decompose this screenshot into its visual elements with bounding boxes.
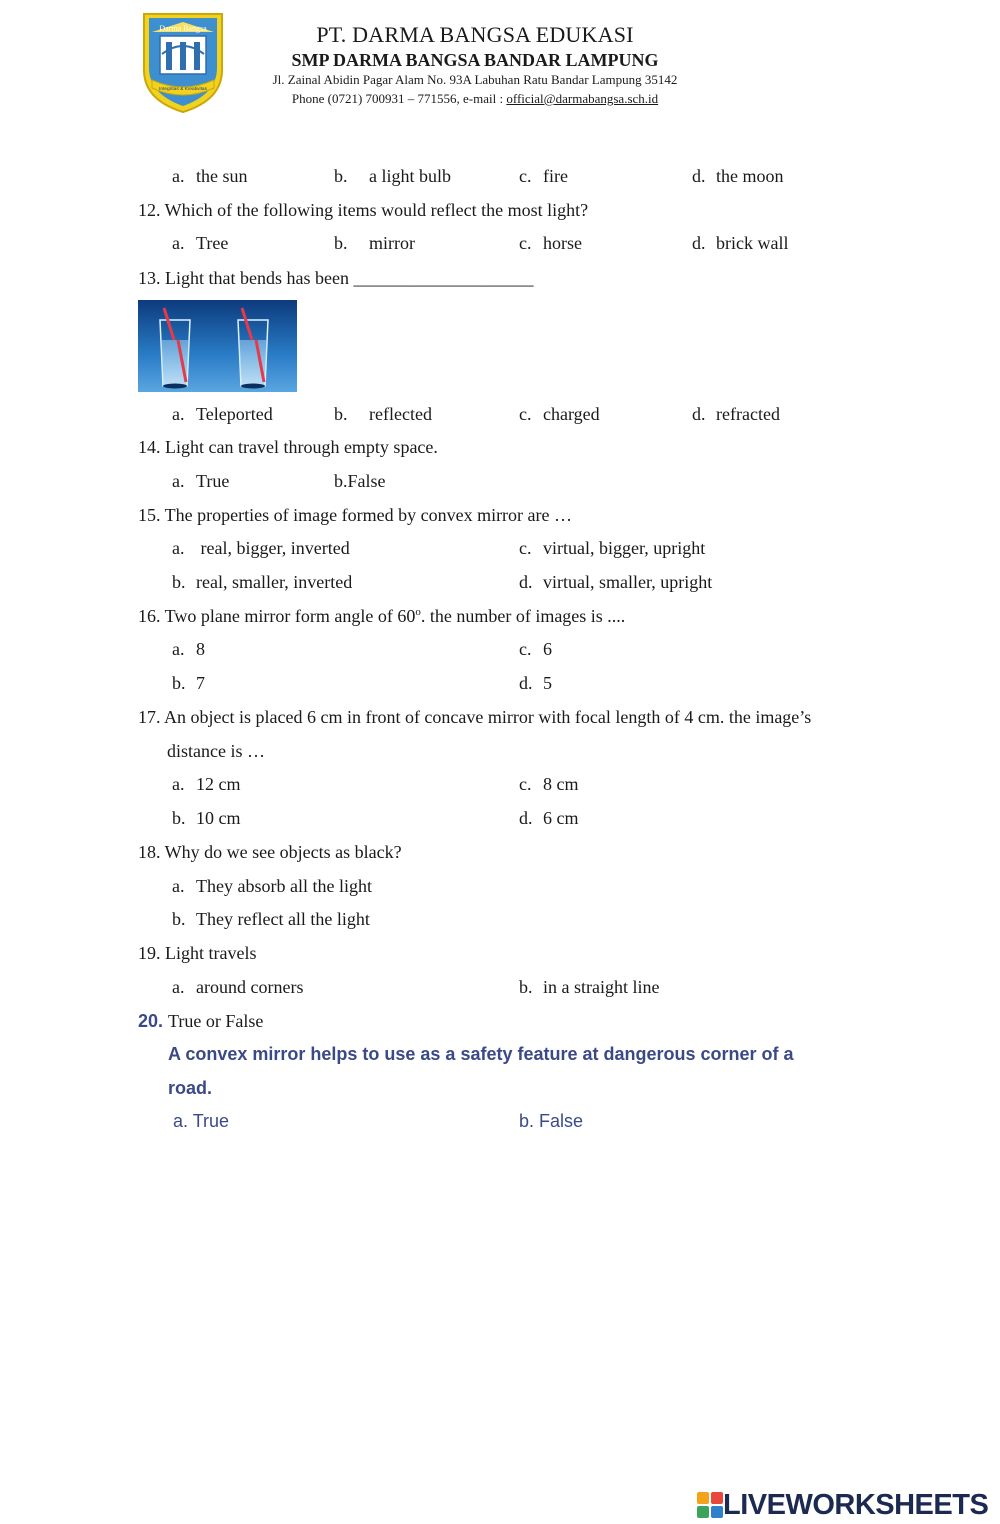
q20-option-a[interactable]: a. True: [173, 1111, 230, 1131]
q20-statement-line2: road.: [168, 1078, 213, 1098]
q17-option-b[interactable]: b. 10 cm: [172, 808, 241, 828]
q20-number: 20.: [138, 1011, 164, 1031]
q13-option-c[interactable]: c. charged: [519, 404, 600, 424]
school-name: SMP DARMA BANGSA BANDAR LAMPUNG: [291, 50, 659, 70]
q12-question: 12. Which of the following items would reflect the most light?: [138, 200, 589, 220]
q15-option-c[interactable]: c. virtual, bigger, upright: [519, 538, 706, 558]
school-logo: [138, 8, 228, 116]
liveworksheets-brand: LIVEWORKSHEETS: [723, 1488, 989, 1521]
refraction-glasses-photo: [138, 300, 297, 392]
q20-option-b[interactable]: b. False: [519, 1111, 584, 1131]
q16-option-b[interactable]: b. 7: [172, 673, 205, 693]
q17-option-a[interactable]: a. 12 cm: [172, 774, 241, 794]
school-contact: [230, 91, 720, 107]
q18-question: 18. Why do we see objects as black?: [138, 842, 402, 862]
q11-option-d[interactable]: d. the moon: [692, 166, 784, 186]
liveworksheets-icon: [697, 1492, 723, 1518]
q20-statement-line1: A convex mirror helps to use as a safety feature at dangerous corner of a: [168, 1044, 794, 1064]
contact-phone: Phone (0721) 700931 – 771556, e-mail :: [291, 91, 507, 106]
company-name: PT. DARMA BANGSA EDUKASI: [316, 22, 634, 47]
q13-option-a[interactable]: a. Teleported: [172, 404, 273, 424]
q12-option-b[interactable]: b. mirror: [334, 233, 415, 253]
school-address: Jl. Zainal Abidin Pagar Alam No. 93A Labuhan Ratu Bandar Lampung 35142: [272, 72, 678, 87]
q14-option-a[interactable]: a. True: [172, 471, 230, 491]
q16-option-c[interactable]: c. 6: [519, 639, 552, 659]
liveworksheets-logo[interactable]: [697, 1488, 988, 1522]
q16-option-d[interactable]: d. 5: [519, 673, 552, 693]
q17-question-line1: 17. An object is placed 6 cm in front of concave mirror with focal length of 4 cm. the image’s: [138, 707, 812, 727]
q17-option-d[interactable]: d. 6 cm: [519, 808, 579, 828]
q16-option-a[interactable]: a. 8: [172, 639, 205, 659]
q14-option-b[interactable]: b.False: [334, 471, 386, 491]
q12-option-d[interactable]: d. brick wall: [692, 233, 789, 253]
contact-email[interactable]: official@darmabangsa.sch.id: [506, 91, 659, 106]
logo-text-top: Darma Bangsa: [159, 24, 207, 33]
q15-option-d[interactable]: d. virtual, smaller, upright: [519, 572, 713, 592]
q15-option-a[interactable]: a. real, bigger, inverted: [172, 538, 350, 558]
q19-question: 19. Light travels: [138, 943, 257, 963]
q18-option-b[interactable]: b. They reflect all the light: [172, 909, 370, 929]
q15-question: 15. The properties of image formed by convex mirror are …: [138, 505, 573, 525]
q16-question: 16. Two plane mirror form angle of 60$^o$. the number of images is ....: [138, 606, 626, 626]
q13-option-d[interactable]: d. refracted: [692, 404, 780, 424]
q11-option-b[interactable]: b. a light bulb: [334, 166, 451, 186]
logo-text-bottom: Integritas & Kreativitas: [159, 87, 207, 92]
q11-option-a[interactable]: a. the sun: [172, 166, 248, 186]
q17-question-line2: distance is …: [167, 741, 265, 761]
q19-option-b[interactable]: b. in a straight line: [519, 977, 660, 997]
q14-question: 14. Light can travel through empty space.: [138, 437, 438, 457]
q19-option-a[interactable]: a. around corners: [172, 977, 304, 997]
q12-option-a[interactable]: a. Tree: [172, 233, 229, 253]
q17-option-c[interactable]: c. 8 cm: [519, 774, 579, 794]
q15-option-b[interactable]: b. real, smaller, inverted: [172, 572, 353, 592]
q18-option-a[interactable]: a. They absorb all the light: [172, 876, 372, 896]
q12-option-c[interactable]: c. horse: [519, 233, 582, 253]
q11-option-c[interactable]: c. fire: [519, 166, 568, 186]
q20-question: 20. True or False: [138, 1011, 264, 1031]
q13-option-b[interactable]: b. reflected: [334, 404, 432, 424]
q13-question: 13. Light that bends has been ____________________: [138, 268, 534, 288]
